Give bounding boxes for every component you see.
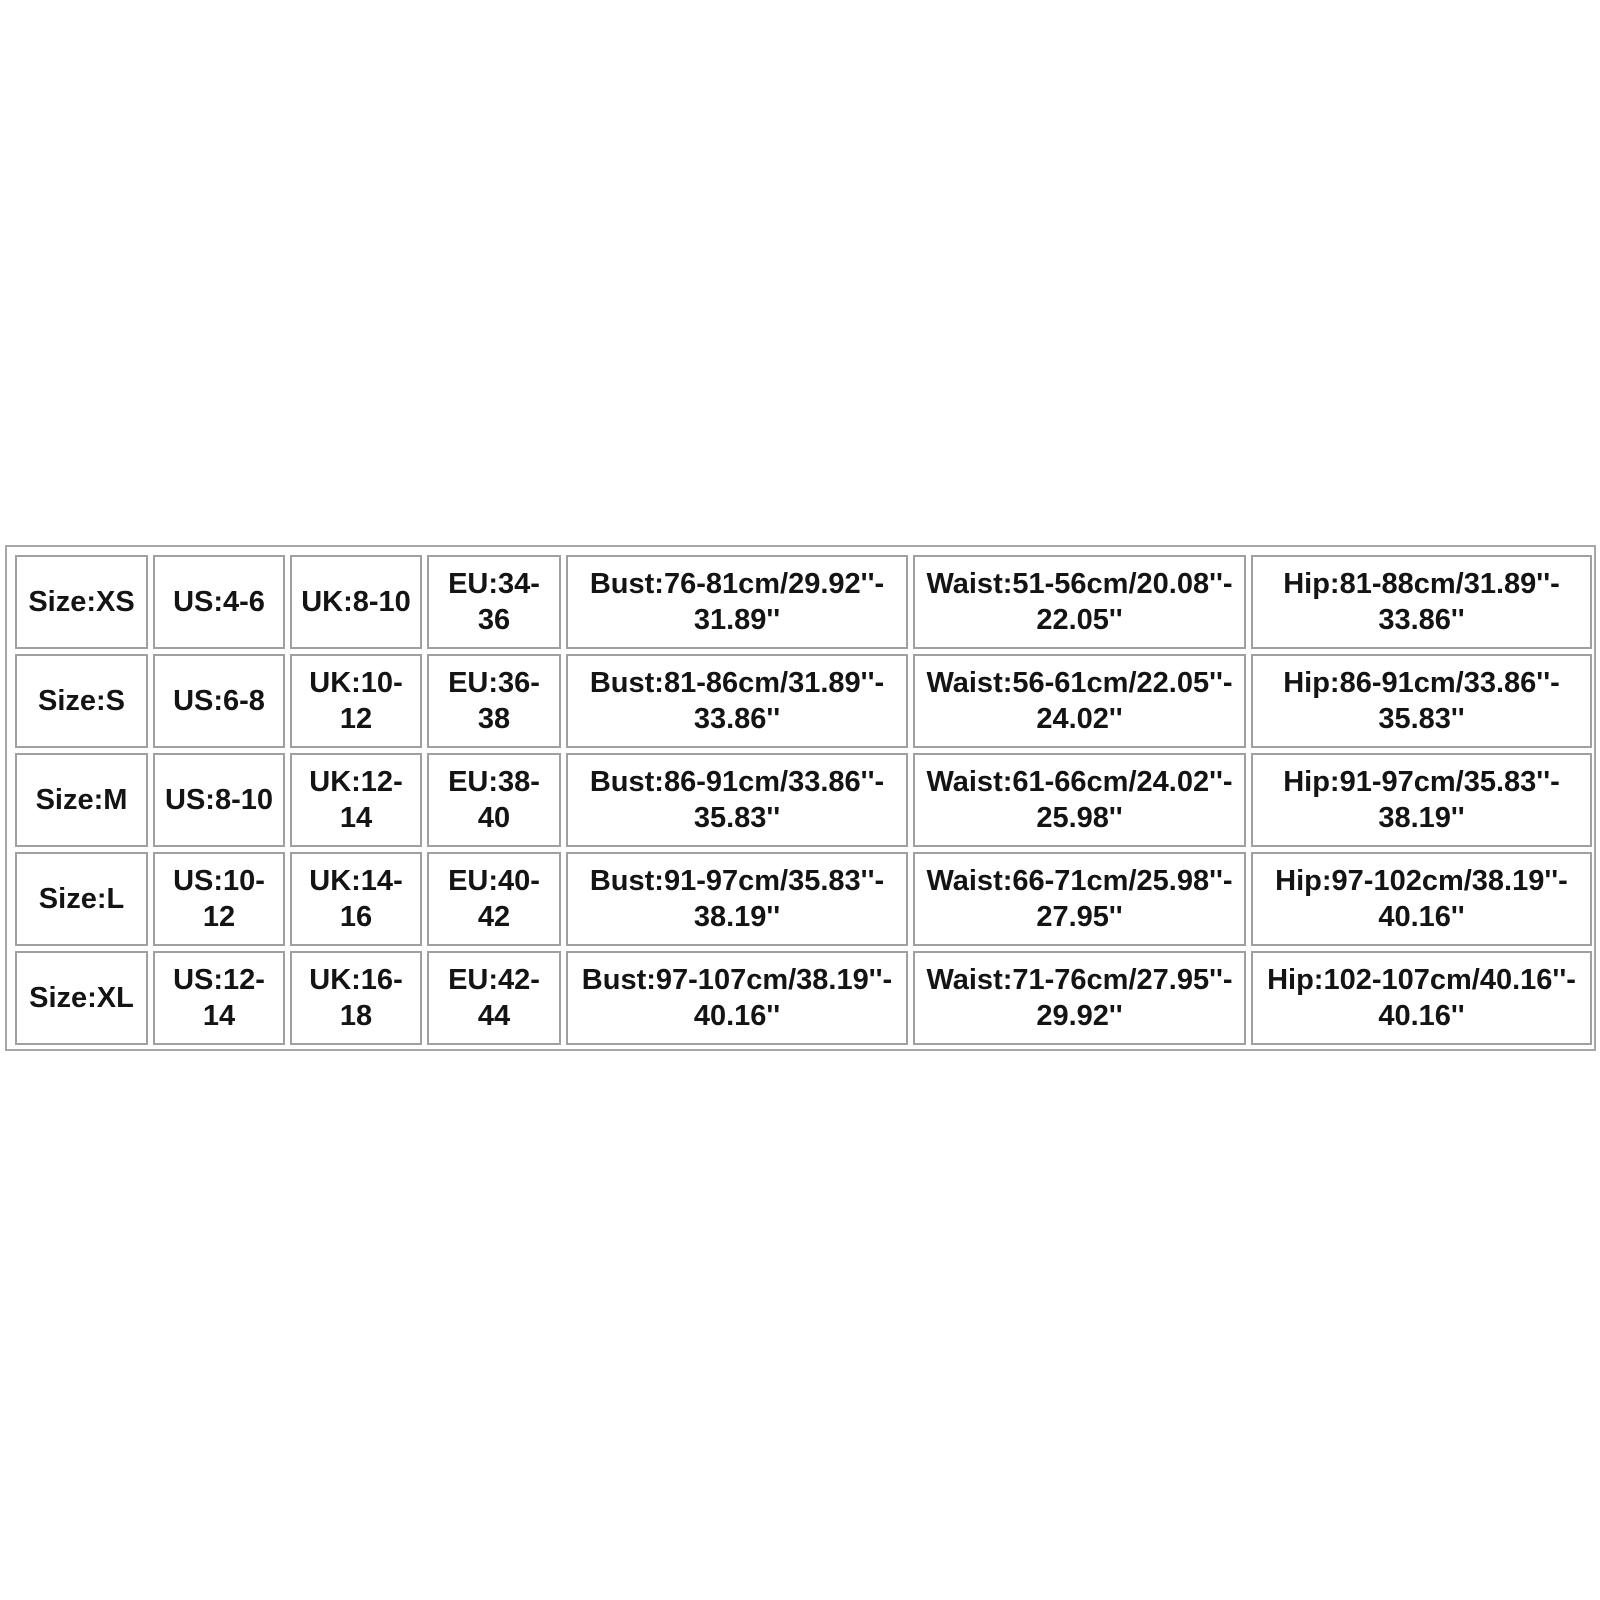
size-chart	[5, 545, 1596, 1051]
size-cell: Size:XS	[15, 555, 148, 649]
eu-size-cell: EU:36- 38	[427, 654, 561, 748]
us-size-cell: US:6-8	[153, 654, 285, 748]
hip-cell: Hip:97-102cm/38.19''- 40.16''	[1251, 852, 1592, 946]
us-size-cell: US:8-10	[153, 753, 285, 847]
waist-cell: Waist:71-76cm/27.95''- 29.92''	[913, 951, 1246, 1045]
bust-cell: Bust:91-97cm/35.83''- 38.19''	[566, 852, 908, 946]
uk-size-cell: UK:12- 14	[290, 753, 422, 847]
uk-size-cell: UK:16- 18	[290, 951, 422, 1045]
us-size-cell: US:12- 14	[153, 951, 285, 1045]
size-row-xl	[15, 951, 1592, 1045]
size-cell: Size:L	[15, 852, 148, 946]
eu-size-cell: EU:42- 44	[427, 951, 561, 1045]
eu-size-cell: EU:34- 36	[427, 555, 561, 649]
size-row-xs	[15, 555, 1592, 649]
size-row-s	[15, 654, 1592, 748]
size-cell: Size:XL	[15, 951, 148, 1045]
bust-cell: Bust:81-86cm/31.89''- 33.86''	[566, 654, 908, 748]
hip-cell: Hip:91-97cm/35.83''- 38.19''	[1251, 753, 1592, 847]
size-table	[10, 550, 1597, 1050]
waist-cell: Waist:66-71cm/25.98''- 27.95''	[913, 852, 1246, 946]
waist-cell: Waist:61-66cm/24.02''- 25.98''	[913, 753, 1246, 847]
uk-size-cell: UK:14- 16	[290, 852, 422, 946]
waist-cell: Waist:51-56cm/20.08''- 22.05''	[913, 555, 1246, 649]
hip-cell: Hip:81-88cm/31.89''- 33.86''	[1251, 555, 1592, 649]
bust-cell: Bust:97-107cm/38.19''- 40.16''	[566, 951, 908, 1045]
uk-size-cell: UK:10- 12	[290, 654, 422, 748]
hip-cell: Hip:102-107cm/40.16''- 40.16''	[1251, 951, 1592, 1045]
eu-size-cell: EU:38- 40	[427, 753, 561, 847]
hip-cell: Hip:86-91cm/33.86''- 35.83''	[1251, 654, 1592, 748]
bust-cell: Bust:76-81cm/29.92''- 31.89''	[566, 555, 908, 649]
bust-cell: Bust:86-91cm/33.86''- 35.83''	[566, 753, 908, 847]
uk-size-cell: UK:8-10	[290, 555, 422, 649]
size-cell: Size:S	[15, 654, 148, 748]
size-cell: Size:M	[15, 753, 148, 847]
eu-size-cell: EU:40- 42	[427, 852, 561, 946]
us-size-cell: US:4-6	[153, 555, 285, 649]
size-row-m	[15, 753, 1592, 847]
size-row-l	[15, 852, 1592, 946]
waist-cell: Waist:56-61cm/22.05''- 24.02''	[913, 654, 1246, 748]
us-size-cell: US:10- 12	[153, 852, 285, 946]
